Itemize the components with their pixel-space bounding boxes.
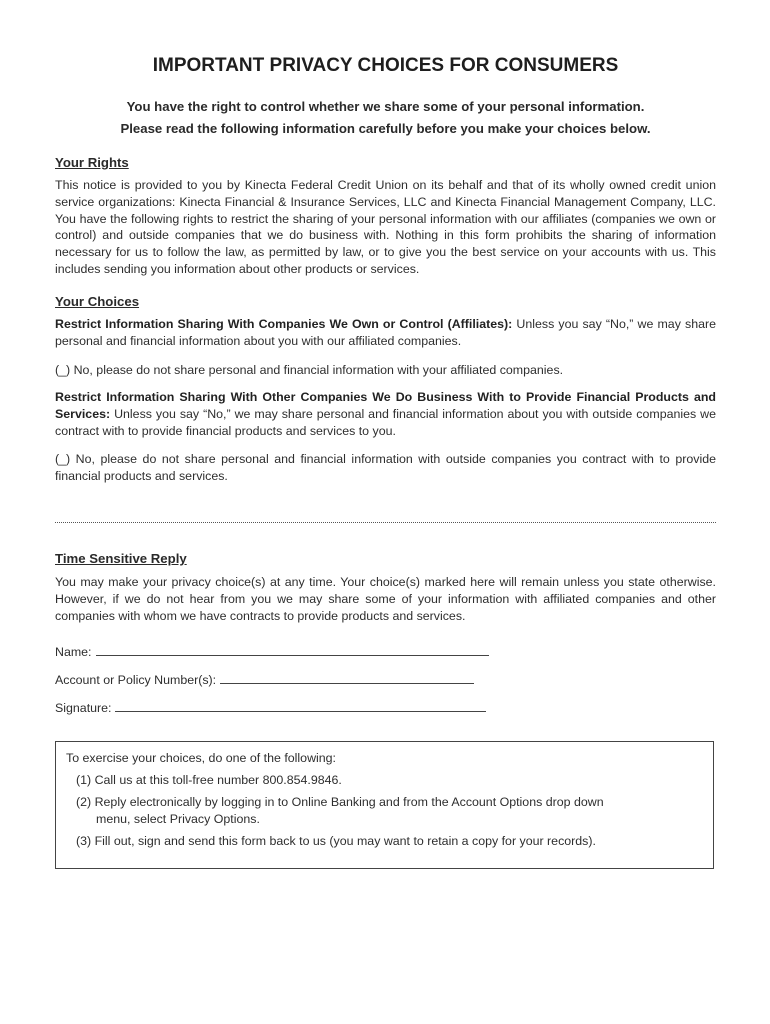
intro-line-1: You have the right to control whether we share some of your personal information. xyxy=(126,99,645,114)
signature-label: Signature: xyxy=(55,701,112,715)
instructions-intro: To exercise your choices, do one of the following: xyxy=(66,751,336,765)
outside-option[interactable]: (_) No, please do not share personal and financial information with outside companies you contract with to provide financial products and services. xyxy=(55,452,716,483)
outside-bold-label: Restrict Information Sharing With Other Companies We Do Business With to Provide Financial Products and Services: xyxy=(55,390,716,421)
name-input-line[interactable] xyxy=(96,643,489,656)
your-rights-body: This notice is provided to you by Kinecta Federal Credit Union on its behalf and that of its wholly owned credit union service organizations: Kinecta Financial & Insurance Services, LLC and Kinecta Financial Management Company, LLC. You have the following rights to restrict the sharing of your personal information with our affiliates (companies we own or control) and outside companies that we do business with. Nothing in this form prohibits the sharing of information necessary for us to follow the law, as permitted by law, or to give you the best service on your accounts with us. This includes sending you information about other products or services. xyxy=(55,178,716,276)
instruction-online-1: (2) Reply electronically by logging in to Online Banking and from the Account Options drop down xyxy=(76,795,604,809)
account-field[interactable] xyxy=(55,671,474,687)
dotted-divider xyxy=(55,508,716,523)
instructions-box xyxy=(55,741,714,869)
account-label: Account or Policy Number(s): xyxy=(55,673,217,687)
signature-field[interactable] xyxy=(55,699,486,715)
time-sensitive-heading: Time Sensitive Reply xyxy=(55,551,187,566)
your-rights-heading: Your Rights xyxy=(55,155,129,170)
affiliates-paragraph xyxy=(55,316,716,350)
name-field[interactable] xyxy=(55,643,489,659)
affiliates-option[interactable]: (_) No, please do not share personal and financial information with your affiliated companies. xyxy=(55,363,564,377)
intro-line-2: Please read the following information carefully before you make your choices below. xyxy=(120,121,651,136)
name-label: Name: xyxy=(55,645,92,659)
instruction-call: (1) Call us at this toll-free number 800.854.9846. xyxy=(76,773,342,787)
affiliates-text: Unless you say “No,” we may share personal and financial information about you with our affiliated companies. xyxy=(55,317,716,348)
instruction-mail: (3) Fill out, sign and send this form back to us (you may want to retain a copy for your records). xyxy=(76,834,596,848)
outside-paragraph xyxy=(55,389,716,439)
account-input-line[interactable] xyxy=(220,671,474,684)
instruction-online-2: menu, select Privacy Options. xyxy=(96,812,260,826)
affiliates-bold-label: Restrict Information Sharing With Companies We Own or Control (Affiliates): xyxy=(55,317,513,331)
your-choices-heading: Your Choices xyxy=(55,294,140,309)
outside-text: Unless you say “No,” we may share personal and financial information about you with outside companies we contract with to provide financial products and services to you. xyxy=(55,406,716,438)
page-title: IMPORTANT PRIVACY CHOICES FOR CONSUMERS xyxy=(152,55,619,76)
time-sensitive-body: You may make your privacy choice(s) at any time. Your choice(s) marked here will remain unless you state otherwise. However, if we do not hear from you we may share some of your information with affiliated companies and other companies with whom we have contracts to provide products and services. xyxy=(55,575,716,623)
signature-input-line[interactable] xyxy=(115,699,486,712)
